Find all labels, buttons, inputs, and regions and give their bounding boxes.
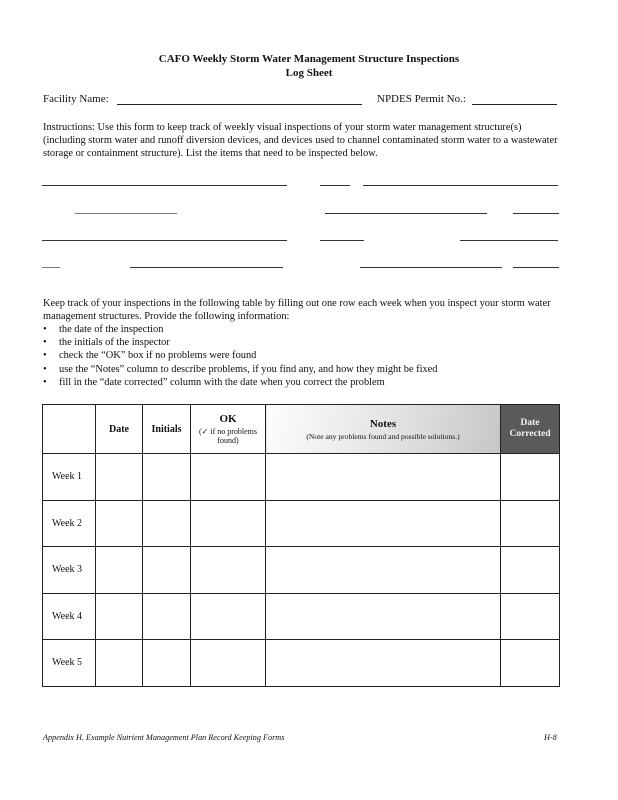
bullet-item: • the initials of the inspector bbox=[43, 336, 438, 349]
table-row bbox=[43, 454, 560, 501]
date-corrected-cell[interactable] bbox=[501, 593, 560, 640]
table-row bbox=[43, 640, 560, 687]
item-line[interactable] bbox=[360, 267, 502, 268]
initials-cell[interactable] bbox=[143, 454, 191, 501]
page-number: H-8 bbox=[544, 733, 557, 742]
instructions-text: Instructions: Use this form to keep track of weekly visual inspections of your storm water management structure(s) (including storm water and runoff diversion devices, and devices used to channel contaminated storm water to a wastewater storage or containment structure). List the items that need to be inspected below. bbox=[43, 122, 558, 159]
item-line[interactable] bbox=[42, 185, 287, 186]
instruction-bullets bbox=[43, 323, 438, 389]
date-header: Date bbox=[96, 405, 143, 454]
week-header bbox=[43, 405, 96, 454]
ok-cell[interactable] bbox=[191, 547, 266, 594]
initials-header: Initials bbox=[143, 405, 191, 454]
facility-name-label: Facility Name: bbox=[43, 93, 109, 105]
item-line[interactable] bbox=[42, 240, 287, 241]
date-cell[interactable] bbox=[96, 500, 143, 547]
date-cell[interactable] bbox=[96, 593, 143, 640]
document-title: CAFO Weekly Storm Water Management Structure Inspections bbox=[158, 53, 460, 65]
ok-cell[interactable] bbox=[191, 593, 266, 640]
npdes-permit-label: NPDES Permit No.: bbox=[377, 93, 466, 105]
week-label: Week 4 bbox=[43, 593, 96, 640]
week-label: Week 5 bbox=[43, 640, 96, 687]
table-row bbox=[43, 547, 560, 594]
notes-cell[interactable] bbox=[266, 454, 501, 501]
item-line[interactable] bbox=[363, 185, 558, 186]
date-cell[interactable] bbox=[96, 547, 143, 594]
bullet-item: • fill in the “date corrected” column with the date when you correct the problem bbox=[43, 376, 438, 389]
notes-cell[interactable] bbox=[266, 640, 501, 687]
initials-cell[interactable] bbox=[143, 547, 191, 594]
ok-header-label: OK bbox=[219, 413, 237, 425]
ok-cell[interactable] bbox=[191, 500, 266, 547]
table-row bbox=[43, 593, 560, 640]
date-corrected-cell[interactable] bbox=[501, 500, 560, 547]
npdes-permit-field[interactable] bbox=[472, 104, 557, 105]
ok-header bbox=[191, 405, 266, 454]
notes-cell[interactable] bbox=[266, 593, 501, 640]
notes-header-label: Notes bbox=[369, 417, 397, 430]
item-line[interactable] bbox=[75, 213, 177, 214]
initials-cell[interactable] bbox=[143, 640, 191, 687]
item-line[interactable] bbox=[130, 267, 283, 268]
item-line[interactable] bbox=[42, 267, 60, 268]
bullet-item: • use the “Notes” column to describe problems, if you find any, and how they might be fixed bbox=[43, 363, 438, 376]
item-line[interactable] bbox=[513, 213, 559, 214]
table-row bbox=[43, 500, 560, 547]
ok-cell[interactable] bbox=[191, 640, 266, 687]
notes-cell[interactable] bbox=[266, 547, 501, 594]
footer-text: Appendix H. Example Nutrient Management Plan Record Keeping Forms bbox=[43, 733, 285, 742]
date-corrected-header: Date Corrected bbox=[501, 405, 560, 454]
date-corrected-cell[interactable] bbox=[501, 547, 560, 594]
notes-header bbox=[266, 405, 501, 454]
inspection-log-table bbox=[42, 404, 560, 687]
initials-cell[interactable] bbox=[143, 593, 191, 640]
week-label: Week 1 bbox=[43, 454, 96, 501]
tracking-instructions: Keep track of your inspections in the following table by filling out one row each week when you inspect your storm water management structures. Provide the following information: bbox=[43, 298, 551, 322]
notes-header-subtext: (Note any problems found and possible solutions.) bbox=[306, 431, 460, 441]
item-line[interactable] bbox=[325, 213, 487, 214]
initials-cell[interactable] bbox=[143, 500, 191, 547]
notes-cell[interactable] bbox=[266, 500, 501, 547]
ok-cell[interactable] bbox=[191, 454, 266, 501]
facility-name-field[interactable] bbox=[117, 104, 362, 105]
item-line[interactable] bbox=[320, 240, 364, 241]
date-cell[interactable] bbox=[96, 454, 143, 501]
ok-header-subtext: (✓ if no problems found) bbox=[198, 427, 258, 445]
table-header-row bbox=[43, 405, 560, 454]
bullet-item: • check the “OK” box if no problems were found bbox=[43, 349, 438, 362]
item-line[interactable] bbox=[320, 185, 350, 186]
document-subtitle: Log Sheet bbox=[285, 67, 333, 79]
week-label: Week 2 bbox=[43, 500, 96, 547]
date-cell[interactable] bbox=[96, 640, 143, 687]
item-line[interactable] bbox=[460, 240, 558, 241]
date-corrected-cell[interactable] bbox=[501, 454, 560, 501]
item-line[interactable] bbox=[513, 267, 559, 268]
date-corrected-cell[interactable] bbox=[501, 640, 560, 687]
bullet-item: • the date of the inspection bbox=[43, 323, 438, 336]
week-label: Week 3 bbox=[43, 547, 96, 594]
